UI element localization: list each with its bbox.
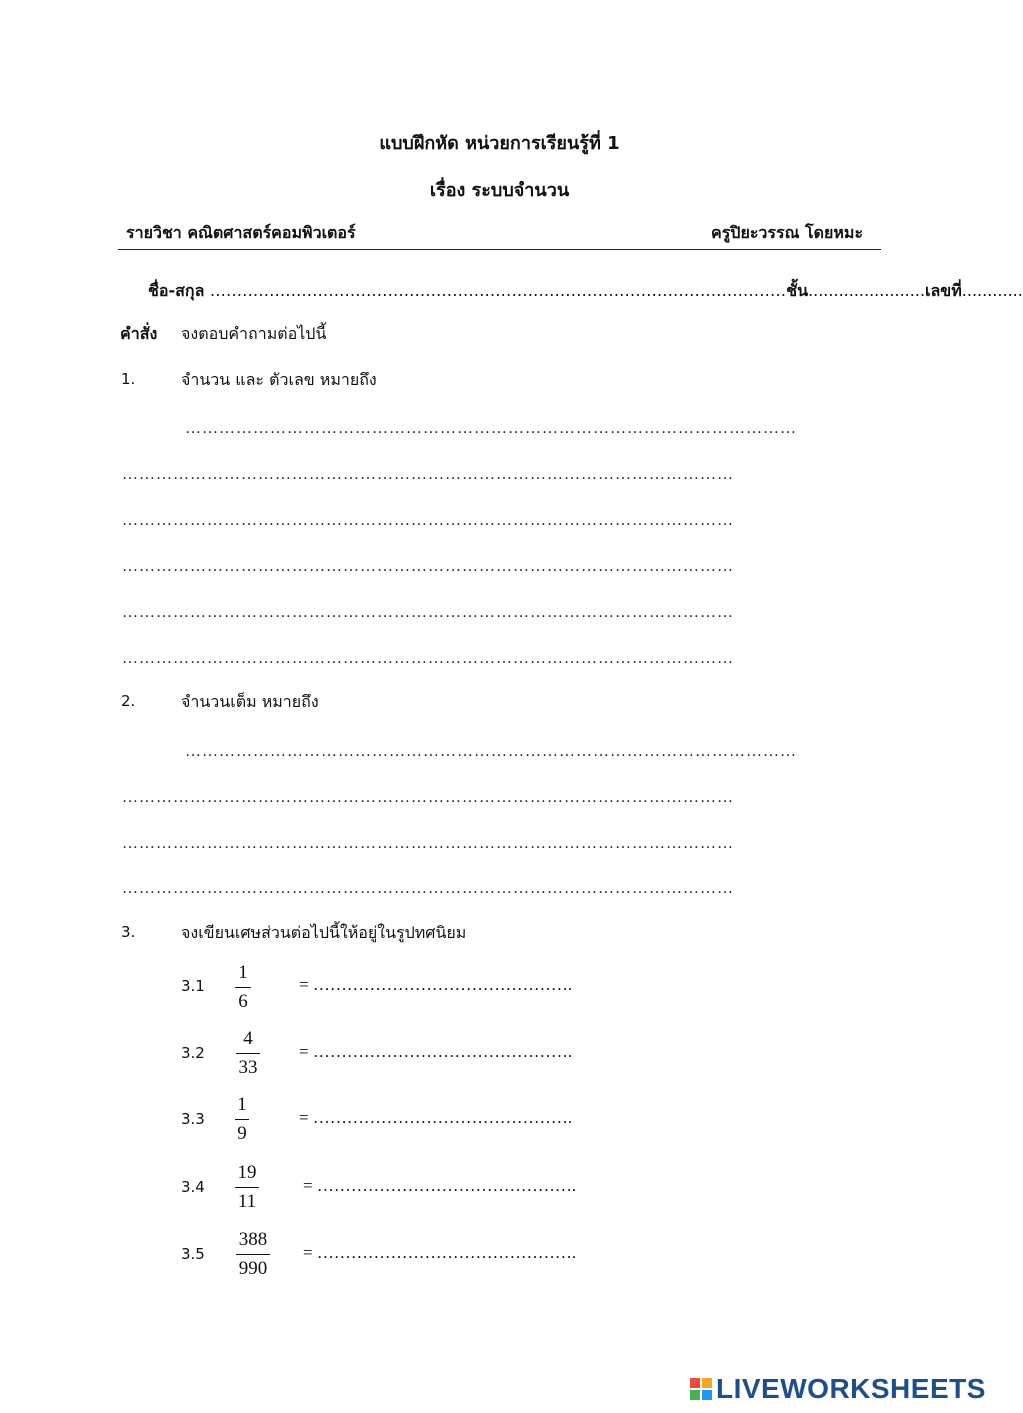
answer-line-1-4[interactable]: ……………………………………………………………………………………………… bbox=[122, 558, 734, 575]
question-1-number: 1. bbox=[121, 370, 136, 388]
answer-line-1-1[interactable]: ……………………………………………………………………………………………… bbox=[185, 420, 797, 437]
fraction-bar bbox=[236, 1053, 260, 1054]
sub-question-label: 3.3 bbox=[181, 1110, 205, 1128]
question-2-text: จำนวนเต็ม หมายถึง bbox=[181, 692, 319, 711]
logo-square bbox=[690, 1378, 700, 1388]
fraction-numerator: 1 bbox=[237, 1094, 247, 1115]
fraction-denominator: 9 bbox=[237, 1123, 247, 1144]
answer-field[interactable]: = ………………………………………. bbox=[299, 975, 573, 994]
answer-line-1-3[interactable]: ……………………………………………………………………………………………… bbox=[122, 512, 734, 529]
fraction bbox=[235, 1161, 259, 1214]
answer-line-1-6[interactable]: ……………………………………………………………………………………………… bbox=[122, 650, 734, 667]
question-3-text: จงเขียนเศษส่วนต่อไปนี้ให้อยู่ในรูปทศนิยม bbox=[181, 923, 467, 942]
fraction-numerator: 19 bbox=[237, 1162, 257, 1183]
answer-line-2-1[interactable]: ……………………………………………………………………………………………… bbox=[185, 743, 797, 760]
answer-line-1-2[interactable]: ……………………………………………………………………………………………… bbox=[122, 466, 734, 483]
fraction-numerator: 1 bbox=[238, 962, 248, 983]
number-field[interactable]: ............ bbox=[961, 281, 1023, 300]
instruction-label: คำสั่ง bbox=[120, 324, 158, 343]
sub-question-label: 3.4 bbox=[181, 1178, 205, 1196]
worksheet-subtitle: เรื่อง ระบบจำนวน bbox=[429, 180, 570, 201]
name-field[interactable]: ........................................................................................................... bbox=[209, 281, 787, 300]
answer-field[interactable]: = ………………………………………. bbox=[303, 1243, 577, 1262]
logo-text: LIVEWORKSHEETS bbox=[716, 1373, 986, 1404]
fraction-numerator: 388 bbox=[238, 1229, 268, 1250]
teacher-name: ครูปิยะวรรณ โดยหมะ bbox=[711, 223, 864, 242]
logo-square bbox=[702, 1390, 712, 1400]
answer-line-2-3[interactable]: ……………………………………………………………………………………………… bbox=[122, 835, 734, 852]
answer-field[interactable]: = ………………………………………. bbox=[303, 1176, 577, 1195]
answer-field[interactable]: = ………………………………………. bbox=[299, 1042, 573, 1061]
question-2-number: 2. bbox=[121, 692, 136, 710]
name-label: ชื่อ-สกุล bbox=[148, 281, 205, 300]
fraction-numerator: 4 bbox=[243, 1028, 253, 1049]
number-label: เลขที่ bbox=[925, 281, 962, 300]
instruction-text: จงตอบคำถามต่อไปนี้ bbox=[181, 324, 327, 343]
header-divider bbox=[118, 249, 881, 250]
class-label: ชั้น bbox=[786, 281, 809, 300]
fraction-denominator: 990 bbox=[238, 1258, 268, 1279]
answer-field[interactable]: = ………………………………………. bbox=[299, 1108, 573, 1127]
fraction-bar bbox=[235, 1119, 249, 1120]
question-3-number: 3. bbox=[121, 923, 136, 941]
fraction bbox=[236, 1228, 270, 1281]
fraction-bar bbox=[235, 987, 251, 988]
fraction bbox=[235, 1093, 249, 1146]
liveworksheets-logo bbox=[690, 1372, 986, 1406]
fraction-denominator: 6 bbox=[238, 991, 248, 1012]
logo-square bbox=[702, 1378, 712, 1388]
student-info-line bbox=[148, 279, 1023, 304]
fraction bbox=[235, 961, 251, 1014]
logo-square bbox=[690, 1390, 700, 1400]
sub-question-label: 3.5 bbox=[181, 1245, 205, 1263]
sub-question-label: 3.1 bbox=[181, 977, 205, 995]
answer-line-2-4[interactable]: ……………………………………………………………………………………………… bbox=[122, 880, 734, 897]
answer-line-2-2[interactable]: ……………………………………………………………………………………………… bbox=[122, 789, 734, 806]
answer-line-1-5[interactable]: ……………………………………………………………………………………………… bbox=[122, 604, 734, 621]
fraction-bar bbox=[235, 1187, 259, 1188]
sub-question-label: 3.2 bbox=[181, 1044, 205, 1062]
subject-label: รายวิชา คณิตศาสตร์คอมพิวเตอร์ bbox=[126, 223, 356, 242]
fraction-bar bbox=[236, 1254, 270, 1255]
fraction-denominator: 11 bbox=[237, 1191, 257, 1212]
question-1-text: จำนวน และ ตัวเลข หมายถึง bbox=[181, 370, 377, 389]
worksheet-title: แบบฝึกหัด หน่วยการเรียนรู้ที่ 1 bbox=[379, 133, 620, 154]
fraction bbox=[236, 1027, 260, 1080]
class-field[interactable]: ....................... bbox=[808, 281, 926, 300]
fraction-denominator: 33 bbox=[238, 1057, 258, 1078]
logo-icon bbox=[690, 1378, 712, 1400]
